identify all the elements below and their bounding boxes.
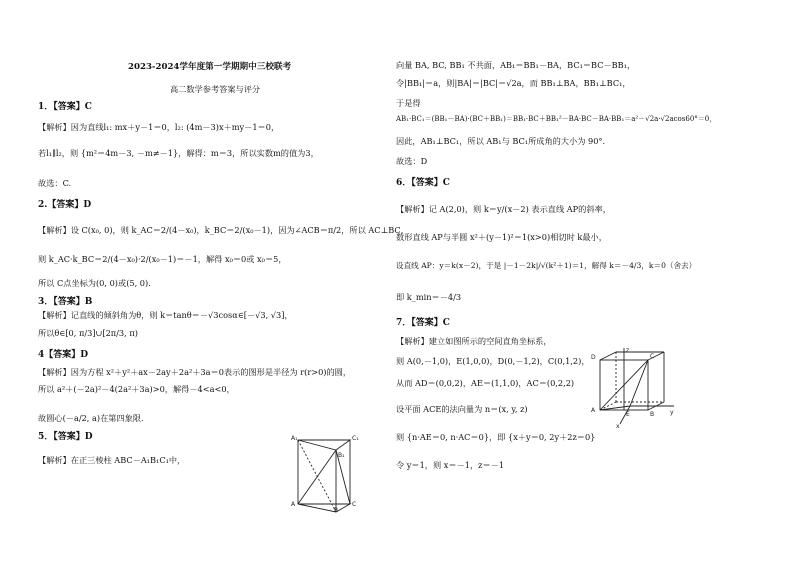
box-label: E: [626, 411, 630, 418]
q7-solution-line: 令 y＝1，则 x＝－1，z＝－1: [396, 460, 505, 470]
q1-solution-line: 【解析】因为直线l₁: mx＋y－1＝0，l₂: (4m－3)x＋my－1＝0，: [38, 122, 280, 132]
q4-solution-line: 【解析】因为方程 x²＋y²＋ax－2ay＋2a²＋3a＝0表示的图形是半径为 r(r>0)的圆，: [38, 367, 352, 377]
box-label: A: [591, 407, 596, 414]
q7-solution-line: 从而 AD＝(0,0,2)，AE＝(1,1,0)，AC＝(0,2,2): [396, 378, 575, 388]
q6-solution-line: 【解析】记 A(2,0)，则 k＝y/(x－2) 表示直线 AP的斜率，: [396, 204, 611, 214]
q3-conclusion: 所以θ∈[0, π/3]∪[2π/3, π): [38, 328, 138, 338]
q7-solution-line: 则 A(0,－1,0)，E(1,0,0)，D(0,－1,2)，C(0,1,2)，: [396, 356, 590, 366]
q1-solution-line: 若l₁∥l₂，则 {m²＝4m－3, －m≠－1}，解得：m＝3，所以实数m的值为3，: [38, 148, 319, 158]
q3-solution-line: 【解析】记直线的倾斜角为θ，则 k＝tanθ＝－√3cosα∈[－√3, √3]，: [38, 310, 293, 320]
page-subtitle: 高二数学参考答案与评分: [170, 84, 261, 94]
q7-solution-line: 则 {n·AE＝0, n·AC＝0}，即 {x＋y＝0, 2y＋2z＝0}: [396, 432, 596, 442]
box-label: B: [650, 411, 655, 418]
q5-solution-line: 于是得: [396, 98, 421, 108]
q2-solution-line: 则 k_AC·k_BC＝2/(4－x₀)·2/(x₀－1)＝－1，解得 x₀＝0或 x₀＝5，: [38, 254, 287, 264]
q4-conclusion: 故圆心(－a/2, a)在第四象限.: [38, 413, 144, 423]
box-label: D: [591, 354, 596, 361]
q6-solution-line: 数形直线 AP与半圆 x²＋(y－1)²＝1(x>0)相切时 k最小，: [396, 232, 607, 242]
q3-answer: 3．【答案】B: [38, 297, 93, 307]
q4-solution-line: 所以 a²＋(－2a)²－4(2a²＋3a)>0，解得－4<a<0，: [38, 384, 235, 394]
prism-label: A₁: [291, 435, 298, 442]
q4-answer: 4【答案】D: [38, 350, 89, 360]
axis-label: z: [626, 347, 630, 354]
axis-label: x: [616, 423, 620, 430]
right-column: [392, 0, 772, 561]
page-title: 2023-2024学年度第一学期期中三校联考: [128, 62, 292, 72]
prism-top-face: [298, 440, 350, 450]
prism-diagram: [288, 430, 388, 514]
q1-conclusion: 故选：C.: [38, 178, 72, 188]
box-label: C: [650, 353, 655, 360]
q5-solution-line: 令|BB₁|＝a，则|BA|＝|BC|＝√2a，而 BB₁⊥BA，BB₁⊥BC₁，: [396, 78, 631, 88]
q2-solution-line: 【解析】设 C(x₀, 0)，则 k_AC＝2/(4－x₀)，k_BC＝2/(x₀－1)，因为∠ACB＝π/2，所以 AC⊥BC，: [38, 225, 409, 235]
q5-conclusion: 故选：D: [396, 156, 428, 166]
q5-solution-line: 向量 BA, BC, BB₁ 不共面，AB₁＝BB₁－BA，BC₁＝BC－BB₁，: [396, 60, 636, 70]
prism-label: C: [352, 501, 357, 508]
q7-solution-line: 【解析】建立如图所示的空间直角坐标系，: [396, 336, 552, 346]
q6-solution-line: 设直线 AP：y＝k(x－2)，于是 |－1－2k|/√(k²＋1)＝1，解得 k＝－4/3，k＝0（舍去）: [396, 261, 697, 270]
q7-solution-line: 设平面 ACE的法向量为 n＝(x, y, z): [396, 404, 528, 414]
q7-answer: 7．【答案】C: [396, 318, 450, 328]
prism-label: B₁: [338, 452, 345, 459]
q5-solution-line: AB₁·BC₁＝(BB₁－BA)·(BC＋BB₁)＝BB₁·BC＋BB₁²－BA·BC－BA·BB₁＝a²－√2a·√2acos60°＝0，: [396, 115, 717, 123]
prism-label: C₁: [352, 435, 359, 442]
q5-solution-line: 因此，AB₁⊥BC₁，所以 AB₁与 BC₁所成角的大小为 90°.: [396, 136, 606, 146]
q6-answer: 6．【答案】C: [396, 178, 450, 188]
q2-conclusion: 所以 C点坐标为(0, 0)或(5, 0).: [38, 278, 151, 288]
q2-answer: 2.【答案】D: [38, 200, 92, 210]
coordinate-box-diagram: [590, 346, 676, 430]
axis-label: y: [670, 409, 674, 416]
q1-answer: 1．【答案】C: [38, 102, 92, 112]
prism-label: A: [291, 501, 296, 508]
q5-solution-line: 【解析】在正三棱柱 ABC－A₁B₁C₁中，: [38, 455, 186, 465]
q6-conclusion: 即 k_min＝－4/3: [396, 292, 462, 302]
prism-bottom-face: [298, 504, 350, 512]
prism-label: B: [334, 507, 339, 514]
q5-answer: 5．【答案】D: [38, 432, 93, 442]
